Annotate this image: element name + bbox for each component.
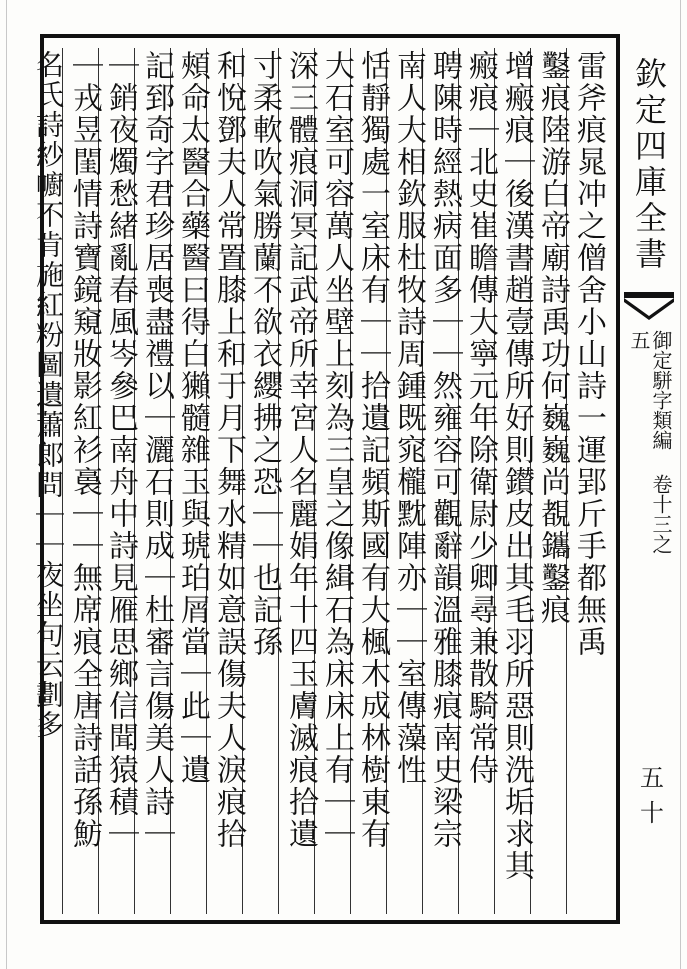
text-column: 南人大相欽服杜牧詩周鍾既窕櫳黕陣亦｜｜室傳藻性 <box>391 50 426 786</box>
text-column: ｜銷夜燭愁緒亂春風岑參巴南舟中詩見雁思鄉信聞猿積｜ <box>103 50 138 850</box>
text-column: 大石室可容萬人坐壁上刻為三皇之像緝石為床床上有｜｜ <box>319 50 354 850</box>
text-column: 寸柔軟吹氣勝蘭不欲衣纓拂之恐｜｜也記孫 <box>247 50 282 658</box>
book-title: 欽定四庫全書 <box>630 57 668 273</box>
text-column: 頰命太醫合藥醫曰得白獺髓雜玉與琥珀屑當｜此｜遺 <box>175 50 210 786</box>
text-column: 增瘢痕｜後漢書趙壹傳所好則鑚皮出其毛羽所惡則洗垢求其 <box>499 50 534 882</box>
page-edge-left <box>6 0 7 969</box>
text-column: 瘢痕｜北史崔瞻傳大寧元年除衛尉少卿尋兼散騎常侍 <box>463 50 498 786</box>
text-column: 恬靜獨處一室床有｜｜拾遺記頻斯國有大楓木成林樹東有 <box>355 50 390 850</box>
volume-label <box>628 330 672 570</box>
text-column: 鑿痕陸游白帝廟詩禹功何巍巍尚覩鑴鑿痕 <box>535 50 570 626</box>
text-column: 和悅鄧夫人常置膝上和于月下舞水精如意誤傷夫人淚痕拾 <box>211 50 246 850</box>
text-column: 記郅奇字君珍居喪盡禮以｜灑石則成｜杜審言傷美人詩｜ <box>139 50 174 850</box>
text-column: 深三體痕洞冥記武帝所幸宮人名麗娟年十四玉膚滅痕拾遺 <box>283 50 318 850</box>
volume-number: 卷十三之五 <box>627 330 673 554</box>
text-column: 聘陳時經熱病面多｜｜然雍容可觀辭韻溫雅膝痕南史梁宗 <box>427 50 462 850</box>
text-column: ｜戎昱閨情詩寶鏡窺妝影紅衫裛｜｜無席痕全唐詩話孫魴 <box>67 50 102 850</box>
book-subtitle: 御定駢字類編 <box>649 330 673 450</box>
folio-number: 五十 <box>640 764 664 827</box>
text-column: 名氏詩紗幮不肯施紅粉圖遺蕭郎問｜｜夜坐句云劃多 <box>32 50 65 740</box>
fishtail-mark-icon <box>624 292 674 320</box>
text-column: 雷斧痕晁冲之僧舍小山詩一運郢斤手都無禹 <box>571 50 606 658</box>
